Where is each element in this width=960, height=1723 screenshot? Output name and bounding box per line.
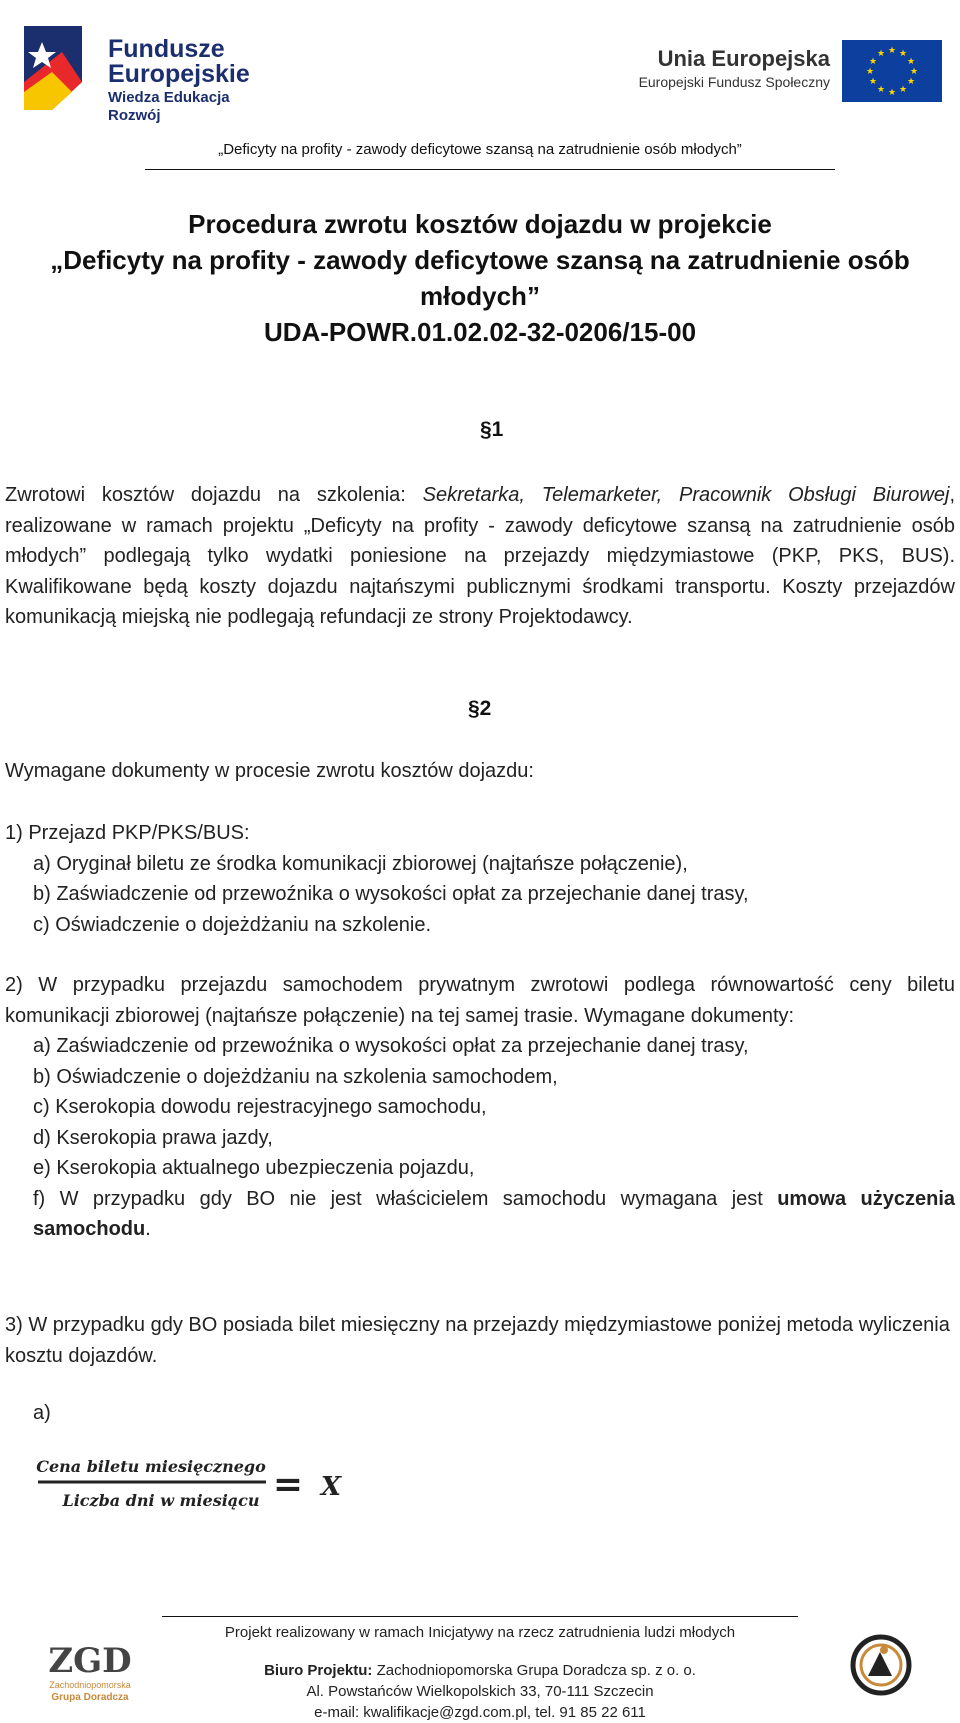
- item-1-list: [5, 849, 955, 941]
- section-1-paragraph: [5, 480, 955, 633]
- list-item: b) Zaświadczenie od przewoźnika o wysokości opłat za przejechanie danej trasy,: [33, 883, 749, 905]
- svg-text:★: ★: [868, 57, 878, 67]
- fundusze-europejskie-logo: [22, 22, 262, 124]
- list-item: c) Oświadczenie o dojeżdżaniu na szkolenie.: [33, 913, 431, 936]
- item-2-list: [5, 1031, 955, 1245]
- footer-address: Al. Powstańców Wielkopolskich 33, 70-111 Szczecin: [306, 1683, 654, 1700]
- svg-text:★: ★: [898, 85, 908, 95]
- formula-label: a): [33, 1402, 51, 1424]
- fe-logo-line2: Europejskie: [108, 60, 250, 88]
- title-line2: „Deficyty na profity - zawody deficytowe szansą na zatrudnienie osób: [50, 245, 910, 275]
- footer-divider: [162, 1616, 798, 1617]
- ue-subtitle: Europejski Fundusz Społeczny: [638, 74, 830, 90]
- svg-text:★: ★: [868, 77, 878, 87]
- eu-flag-icon: [842, 40, 942, 102]
- s1-intro: Zwrotowi kosztów dojazdu na szkolenia:: [5, 484, 423, 506]
- item-f-text: f) W przypadku gdy BO nie jest właścicielem samochodu wymagana jest: [33, 1187, 778, 1210]
- formula-result: X: [320, 1472, 342, 1502]
- footer-office-label: Biuro Projektu:: [264, 1662, 373, 1679]
- item-f-bold: umowa użyczenia samochodu: [33, 1187, 955, 1240]
- partner-emblem-icon: [850, 1632, 912, 1698]
- fe-logo-line1: Fundusze: [108, 35, 225, 63]
- header-tagline: „Deficyty na profity - zawody deficytowe szansą na zatrudnienie osób młodych”: [218, 141, 742, 158]
- svg-text:★: ★: [876, 85, 886, 95]
- section-2-intro: Wymagane dokumenty w procesie zwrotu kosztów dojazdu:: [5, 760, 534, 782]
- svg-text:★: ★: [898, 49, 908, 59]
- footer-contact-block: [0, 1660, 960, 1723]
- item-1-block: [5, 818, 955, 940]
- footer-initiative: Projekt realizowany w ramach Inicjatywy na rzecz zatrudnienia ludzi młodych: [224, 1624, 736, 1641]
- title-line3: młodych”: [420, 281, 540, 311]
- fe-flag-icon: [22, 22, 94, 110]
- zgd-logo: [40, 1636, 140, 1708]
- item-f-end: .: [145, 1218, 151, 1240]
- formula-denominator: Liczba dni w miesiącu: [62, 1491, 260, 1510]
- svg-text:★: ★: [887, 46, 897, 56]
- footer-office-text: Zachodniopomorska Grupa Doradcza sp. z o. o.: [372, 1662, 696, 1679]
- list-item: a) Zaświadczenie od przewoźnika o wysokości opłat za przejechanie danej trasy,: [33, 1035, 749, 1057]
- list-item: b) Oświadczenie o dojeżdżaniu na szkolenia samochodem,: [33, 1065, 558, 1088]
- title-project-number: UDA-POWR.01.02.02-32-0206/15-00: [263, 317, 697, 347]
- cost-formula: [36, 1450, 366, 1520]
- footer-office: [0, 1660, 960, 1681]
- list-item: [5, 1184, 955, 1245]
- fe-logo-line3: Wiedza Edukacja Rozwój: [108, 89, 230, 124]
- formula-equals: =: [272, 1464, 304, 1505]
- section-2-mark: §2: [468, 697, 492, 720]
- item-2-heading: 2) W przypadku przejazdu samochodem prywatnym zwrotowi podlega równowartość ceny biletu komunikacji zbiorowej (najtańsze połączenie) na tej samej trasie. Wymagane dokumenty:: [5, 974, 955, 1027]
- item-3-text: 3) W przypadku gdy BO posiada bilet miesięczny na przejazdy międzymiastowe poniżej metoda wyliczenia kosztu dojazdów.: [5, 1314, 950, 1367]
- svg-text:★: ★: [906, 77, 916, 87]
- s1-rest: , realizowane w ramach projektu „Deficyty na profity - zawody deficytowe szansą na zatrudnienie osób młodych” podlegają tylko wydatki poniesione na przejazdy międzymiastowe (PKP, PKS, BUS). Kwalifikowane będą koszty dojazdu najtańszymi publicznymi środkami transportu. Koszty przejazdów komunikacją miejską nie podlegają refundacji ze strony Projektodawcy.: [5, 484, 955, 628]
- footer-contact: e-mail: kwalifikacje@zgd.com.pl, tel. 91 85 22 611: [314, 1704, 646, 1721]
- svg-text:★: ★: [887, 88, 897, 98]
- svg-text:★: ★: [909, 67, 919, 77]
- section-1-mark: §1: [480, 418, 504, 441]
- zgd-logo-line1: Zachodniopomorska: [49, 1680, 131, 1690]
- zgd-logo-abbr: ZGD: [48, 1641, 132, 1681]
- list-item: c) Kserokopia dowodu rejestracyjnego samochodu,: [33, 1096, 487, 1118]
- document-title: [40, 206, 920, 350]
- s1-courses: Sekretarka, Telemarketer, Pracownik Obsługi Biurowej: [422, 484, 950, 506]
- item-1-heading: 1) Przejazd PKP/PKS/BUS:: [5, 822, 250, 844]
- svg-text:★: ★: [865, 67, 875, 77]
- list-item: e) Kserokopia aktualnego ubezpieczenia pojazdu,: [33, 1157, 475, 1179]
- ue-title: Unia Europejska: [657, 46, 830, 71]
- svg-text:★: ★: [876, 49, 886, 59]
- svg-text:★: ★: [906, 57, 916, 67]
- unia-europejska-logo: [630, 40, 942, 102]
- list-item: d) Kserokopia prawa jazdy,: [33, 1126, 273, 1149]
- title-line1: Procedura zwrotu kosztów dojazdu w projekcie: [188, 209, 772, 239]
- item-2-block: [5, 970, 955, 1245]
- zgd-logo-line2: Grupa Doradcza: [51, 1692, 129, 1703]
- header-divider: [145, 169, 835, 170]
- formula-numerator: Cena biletu miesięcznego: [36, 1457, 266, 1476]
- list-item: a) Oryginał biletu ze środka komunikacji zbiorowej (najtańsze połączenie),: [33, 852, 688, 875]
